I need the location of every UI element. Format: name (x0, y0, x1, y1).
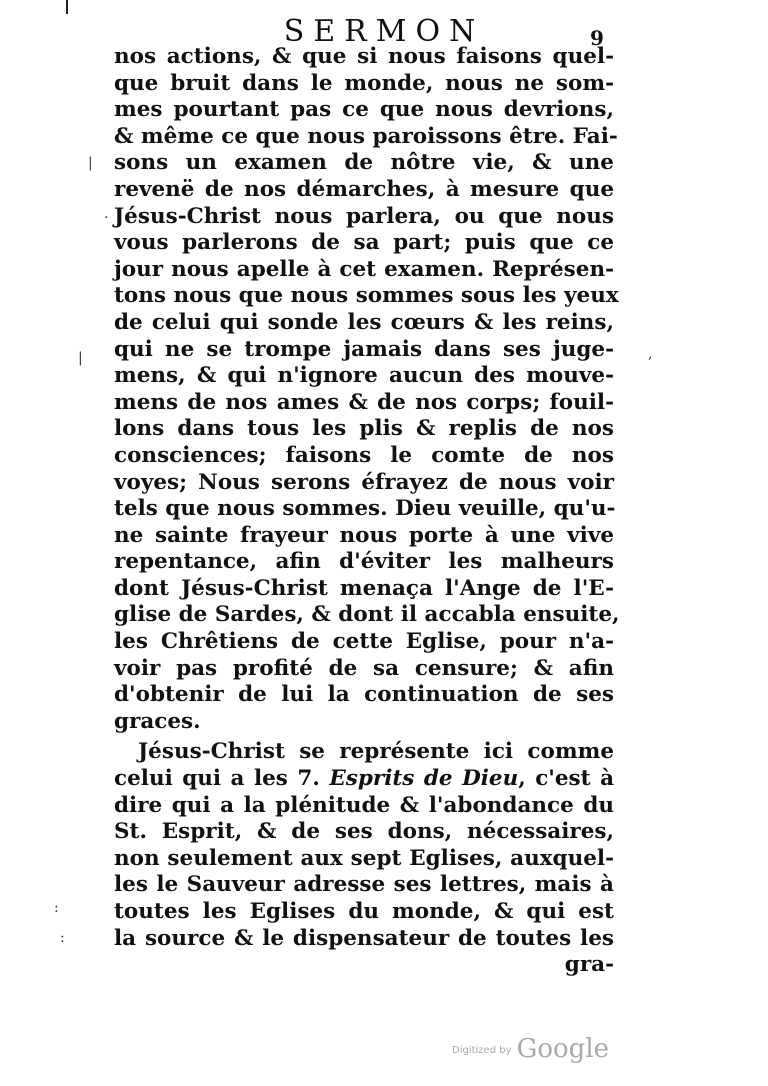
text-line: glise de Sardes, & dont il accabla ensuite, (114, 602, 620, 628)
text-line: dont Jésus-Christ menaça l'Ange de l'E- (114, 575, 614, 601)
text-line: & même ce que nous paroissons être. Fai- (114, 123, 618, 149)
text-line: lons dans tous les plis & replis de nos (114, 416, 614, 442)
page-number: 9 (590, 26, 604, 50)
text-line: que bruit dans le monde, nous ne som- (114, 70, 614, 96)
text-line: tels que nous sommes. Dieu veuille, qu'u- (114, 496, 616, 522)
catchword: gra- (564, 952, 614, 978)
ink-speck: . (104, 206, 109, 222)
margin-rule (66, 0, 68, 14)
ink-speck: | (78, 350, 83, 366)
ink-speck: | (88, 155, 93, 171)
ink-speck: , (648, 346, 653, 362)
paragraph-1 (114, 44, 620, 735)
text-line: voyes; Nous serons éfrayez de nous voir (114, 469, 614, 495)
text-line: consciences; faisons le comte de nos (114, 442, 614, 468)
text-run: , c'est à (518, 766, 614, 792)
text-line: Jésus-Christ nous parlera, ou que nous (114, 203, 614, 229)
google-logo: Google (516, 1034, 610, 1064)
ink-speck: : (60, 930, 65, 946)
text-line: mens, & qui n'ignore aucun des mouve- (114, 363, 614, 389)
text-line: jour nous apelle à cet examen. Représen- (114, 256, 614, 282)
text-line: voir pas profité de sa censure; & afin (114, 655, 614, 681)
italic-phrase: Esprits de Dieu (329, 766, 519, 792)
text-line: toutes les Eglises du monde, & qui est (114, 899, 614, 924)
paragraph-2 (114, 739, 614, 978)
body-text (114, 44, 620, 979)
text-line: mens de nos ames & de nos corps; fouil- (114, 389, 614, 415)
text-line: ne sainte frayeur nous porte à une vive (114, 522, 614, 548)
text-line: St. Esprit, & de ses dons, nécessaires, (114, 819, 614, 845)
text-line: sons un examen de nôtre vie, & une (114, 150, 614, 176)
text-line: la source & le dispensateur de toutes les (114, 925, 614, 951)
text-line: les Chrêtiens de cette Eglise, pour n'a- (114, 629, 614, 655)
text-line: graces. (114, 708, 201, 734)
running-title: SERMON (283, 14, 485, 49)
text-line: dire qui a la plénitude & l'abondance du (114, 792, 614, 818)
ink-speck: : (54, 900, 59, 916)
text-line: d'obtenir de lui la continuation de ses (114, 682, 614, 708)
text-line-with-italic (114, 766, 614, 793)
text-line: revenë de nos démarches, à mesure que (114, 176, 614, 202)
text-run: celui qui a les 7. (114, 766, 330, 792)
text-line: qui ne se trompe jamais dans ses juge- (114, 336, 614, 362)
text-line: vous parlerons de sa part; puis que ce (114, 230, 614, 256)
text-line: les le Sauveur adresse ses lettres, mais à (114, 872, 614, 898)
text-line: Jésus-Christ se représente ici comme (138, 739, 614, 765)
text-line: de celui qui sonde les cœurs & les reins, (114, 309, 614, 335)
text-line: mes pourtant pas ce que nous devrions, (114, 97, 614, 123)
text-line: tons nous que nous sommes sous les yeux (114, 283, 619, 309)
digitization-watermark (452, 1034, 609, 1064)
text-line: nos actions, & que si nous faisons quel- (114, 44, 614, 69)
text-line: repentance, afin d'éviter les malheurs (114, 549, 614, 575)
watermark-prefix: Digitized by (452, 1045, 512, 1056)
text-line: non seulement aux sept Eglises, auxquel- (114, 845, 614, 871)
